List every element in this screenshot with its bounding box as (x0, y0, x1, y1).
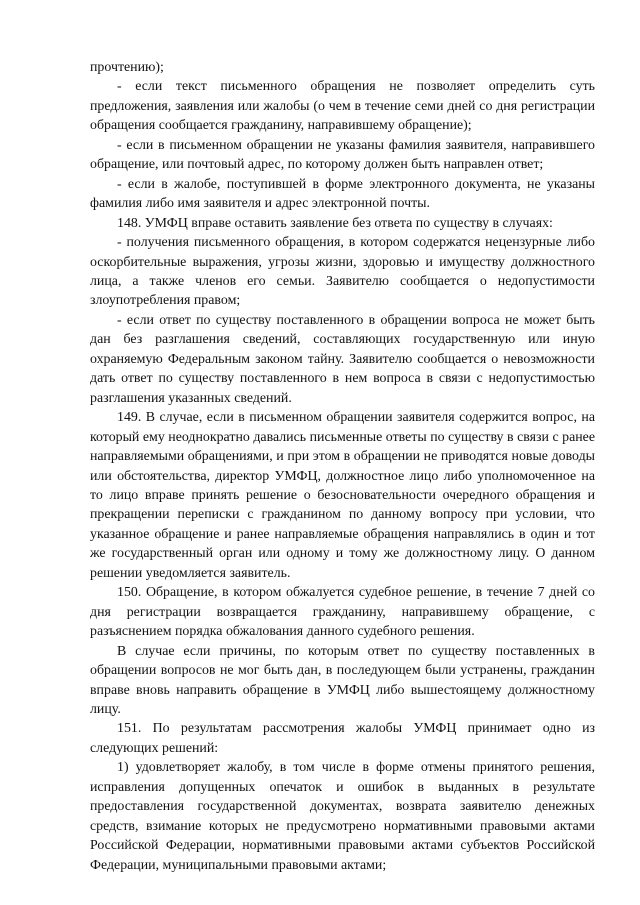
document-body (90, 58, 595, 875)
paragraph-list-item: - если текст письменного обращения не позволяет определить суть предложения, заявления или жалобы (о чем в течение семи дней со дня регистрации обращения сообщается гражданину, направившему обращение); (90, 79, 595, 134)
paragraph-text: В случае если причины, по которым ответ по существу поставленных в обращении вопросов не мог быть дан, в последующем были устранены, гражданин вправе вновь направить обращение в УМФЦ либо вышестоящему должностному лицу. (90, 643, 595, 717)
paragraph-148: 148. УМФЦ вправе оставить заявление без ответа по существу в случаях: (117, 215, 553, 231)
paragraph-151: 151. По результатам рассмотрения жалобы УМФЦ принимает одно из следующих решений: (90, 721, 595, 756)
paragraph-list-item: - если в письменном обращении не указаны фамилия заявителя, направившего обращение, или почтовый адрес, по которому должен быть направлен ответ; (90, 137, 595, 173)
paragraph-149: 149. В случае, если в письменном обращении заявителя содержится вопрос, на который ему неоднократно давались письменные ответы по существу в связи с ранее направляемыми обращениями, и при этом в обращении не приводятся новые доводы или обстоятельства, директор УМФЦ, должностное лицо либо уполномоченное на то лицо вправе принять решение о безосновательности очередного обращения и прекращении переписки с гражданином по данному вопросу при условии, что указанное обращение и ранее направляемые обращения направлялись в один и тот же государственный орган или одному и тому же должностному лицу. О данном решении уведомляется заявитель. (90, 410, 595, 581)
paragraph-continuation: прочтению); (90, 60, 164, 75)
paragraph-150: 150. Обращение, в котором обжалуется судебное решение, в течение 7 дней со дня регистрации возвращается гражданину, направившему обращение, с разъяснением порядка обжалования данного судебного решения. (90, 585, 595, 640)
paragraph-list-item: - если ответ по существу поставленного в обращении вопроса не может быть дан без разглашения сведений, составляющих государственную или иную охраняемую Федеральным законом тайну. Заявителю сообщается о невозможности дать ответ по существу поставленного в нем вопроса в связи с недопустимостью разглашения указанных сведений. (90, 312, 595, 406)
paragraph-list-item: - получения письменного обращения, в котором содержатся нецензурные либо оскорбительные выражения, угрозы жизни, здоровью и имуществу должностного лица, а также членов его семьи. Заявителю сообщается о недопустимости злоупотребления правом; (90, 235, 595, 309)
paragraph-list-item: 1) удовлетворяет жалобу, в том числе в форме отмены принятого решения, исправления допущенных опечаток и ошибок в выданных в результате предоставления государственной документах, возврата заявителю денежных средств, взимание которых не предусмотрено нормативными правовыми актами Российской Федерации, нормативными правовыми актами субъектов Российской Федерации, муниципальными правовыми актами; (90, 760, 595, 873)
paragraph-list-item: - если в жалобе, поступившей в форме электронного документа, не указаны фамилия либо имя заявителя и адрес электронной почты. (90, 176, 595, 212)
